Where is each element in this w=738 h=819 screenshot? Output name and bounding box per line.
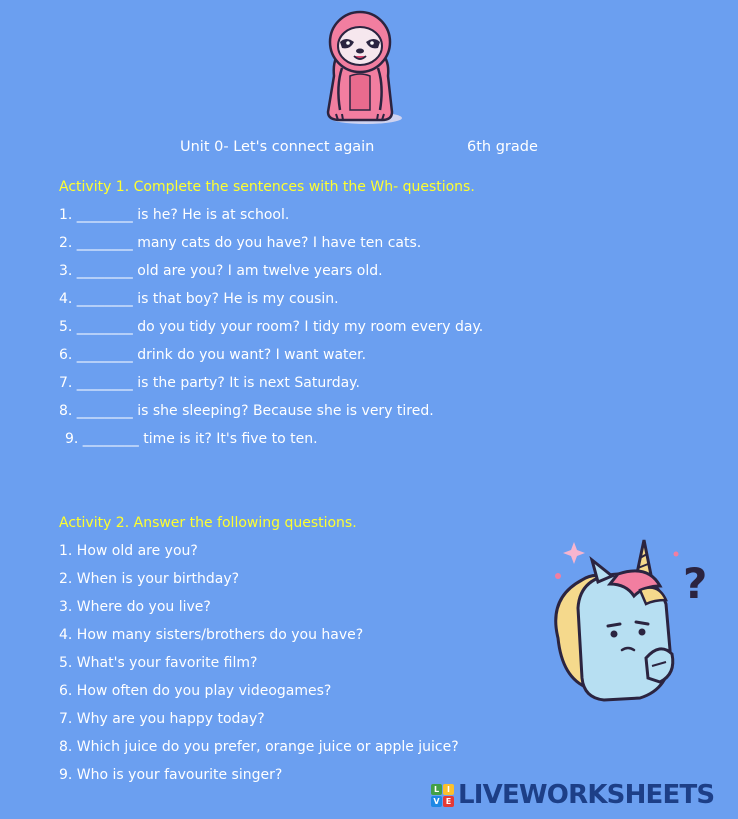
sloth-illustration	[312, 6, 408, 128]
activity-1-item[interactable]: 8. ________ is she sleeping? Because she is very tired.	[59, 403, 434, 419]
activity-1-item[interactable]: 1. ________ is he? He is at school.	[59, 207, 290, 223]
svg-text:?: ?	[683, 559, 708, 608]
activity-2-list	[59, 537, 459, 789]
activity-1-item[interactable]: 9. ________ time is it? It's five to ten.	[65, 431, 318, 447]
activity-1-item[interactable]: 3. ________ old are you? I am twelve years old.	[59, 263, 383, 279]
activity-2-question[interactable]: 2. When is your birthday?	[59, 571, 240, 587]
activity-2-question[interactable]: 5. What's your favorite film?	[59, 655, 258, 671]
activity-1-item[interactable]: 7. ________ is the party? It is next Saturday.	[59, 375, 360, 391]
activity-1-list	[59, 201, 483, 453]
activity-1-item[interactable]: 4. ________ is that boy? He is my cousin.	[59, 291, 339, 307]
logo-cubes	[431, 784, 455, 808]
activity-2-question[interactable]: 4. How many sisters/brothers do you have?	[59, 627, 364, 643]
activity-1-item[interactable]: 2. ________ many cats do you have? I have ten cats.	[59, 235, 422, 251]
activity-1-item[interactable]: 6. ________ drink do you want? I want water.	[59, 347, 367, 363]
logo-cube: I	[443, 784, 454, 795]
liveworksheets-logo	[431, 780, 727, 810]
brand-wordmark: LIVEWORKSHEETS	[458, 780, 715, 810]
logo-cube: L	[431, 784, 442, 795]
logo-cube: E	[443, 796, 454, 807]
confused-unicorn-illustration	[548, 538, 718, 710]
activity-2-question[interactable]: 7. Why are you happy today?	[59, 711, 265, 727]
activity-2-question[interactable]: 6. How often do you play videogames?	[59, 683, 332, 699]
activity-2-question[interactable]: 1. How old are you?	[59, 543, 198, 559]
activity-1-title: Activity 1. Complete the sentences with the Wh- questions.	[59, 179, 475, 195]
worksheet-header	[0, 139, 738, 159]
activity-2-question[interactable]: 8. Which juice do you prefer, orange juice or apple juice?	[59, 739, 459, 755]
grade-label: 6th grade	[467, 139, 538, 155]
unit-title: Unit 0- Let's connect again	[180, 139, 375, 155]
logo-cube: V	[431, 796, 442, 807]
activity-2-question[interactable]: 3. Where do you live?	[59, 599, 211, 615]
activity-1-item[interactable]: 5. ________ do you tidy your room? I tidy my room every day.	[59, 319, 484, 335]
activity-2-question[interactable]: 9. Who is your favourite singer?	[59, 767, 283, 783]
activity-2-title: Activity 2. Answer the following questions.	[59, 515, 357, 531]
